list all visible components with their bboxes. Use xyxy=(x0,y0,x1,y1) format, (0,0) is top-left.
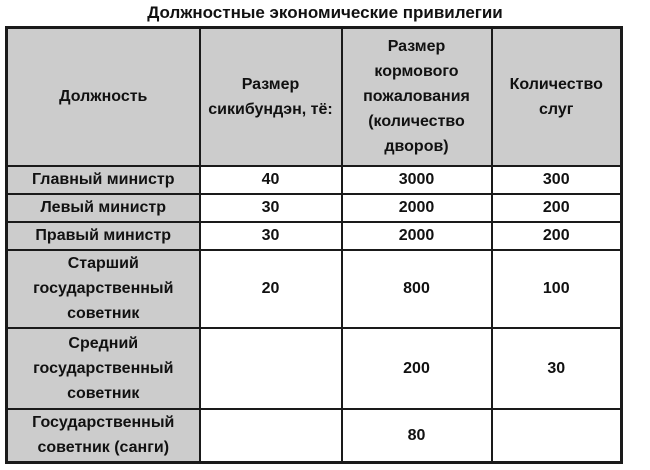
cell-shikibunden: 30 xyxy=(200,222,342,250)
row-position: Старший государственный советник xyxy=(7,250,200,328)
cell-shikibunden: 40 xyxy=(200,166,342,194)
table-row xyxy=(7,328,622,409)
header-fief: Размер кормового пожалования (количество дворов) xyxy=(342,28,492,166)
header-row xyxy=(7,28,622,166)
cell-fief: 2000 xyxy=(342,194,492,222)
privileges-table xyxy=(5,26,623,464)
cell-servants: 200 xyxy=(492,194,622,222)
cell-servants: 300 xyxy=(492,166,622,194)
cell-shikibunden: 20 xyxy=(200,250,342,328)
row-position: Средний государственный советник xyxy=(7,328,200,409)
cell-fief: 800 xyxy=(342,250,492,328)
header-position: Должность xyxy=(7,28,200,166)
cell-servants: 30 xyxy=(492,328,622,409)
header-servants: Количество слуг xyxy=(492,28,622,166)
cell-fief: 3000 xyxy=(342,166,492,194)
cell-servants xyxy=(492,409,622,463)
cell-servants: 200 xyxy=(492,222,622,250)
table-row xyxy=(7,194,622,222)
cell-fief: 80 xyxy=(342,409,492,463)
cell-servants: 100 xyxy=(492,250,622,328)
cell-shikibunden: 30 xyxy=(200,194,342,222)
cell-fief: 2000 xyxy=(342,222,492,250)
table-row xyxy=(7,250,622,328)
table-row xyxy=(7,409,622,463)
cell-fief: 200 xyxy=(342,328,492,409)
row-position: Государственный советник (санги) xyxy=(7,409,200,463)
cell-shikibunden xyxy=(200,328,342,409)
cell-shikibunden xyxy=(200,409,342,463)
table-row xyxy=(7,166,622,194)
row-position: Правый министр xyxy=(7,222,200,250)
row-position: Главный министр xyxy=(7,166,200,194)
table-title: Должностные экономические привилегии xyxy=(147,3,503,22)
header-shikibunden: Размер сикибундэн, тё: xyxy=(200,28,342,166)
row-position: Левый министр xyxy=(7,194,200,222)
table-row xyxy=(7,222,622,250)
